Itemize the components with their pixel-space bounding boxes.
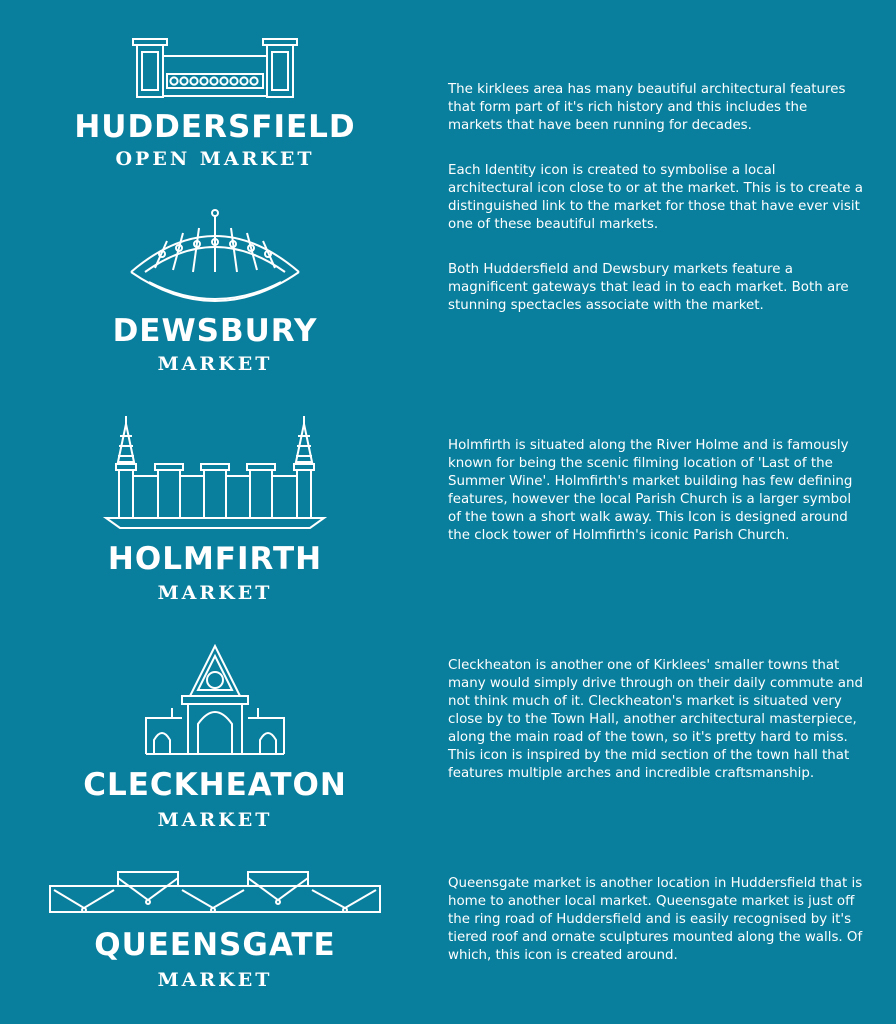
cleckheaton-paragraph: Cleckheaton is another one of Kirklees' smaller towns that many would simply drive through on their daily commute and not think much of it. Cleckheaton's market is situated very close by to the Town Hall, another architectural masterpiece, along the main road of the town, so it's pretty hard to miss. This icon is inspired by the mid section of the town hall that features multiple arches and incredible craftsmanship. [448,658,863,781]
fan-gateway-icon [125,208,305,308]
holmfirth-paragraph: Holmfirth is situated along the River Holme and is famously known for being the scenic filming location of 'Last of the Summer Wine'. Holmfirth's market building has few defining features, however the local Parish Church is a larger symbol of the town a short walk away. This Icon is designed around the clock tower of Holmfirth's iconic Parish Church. [448,438,853,543]
market-subtitle: MARKET [157,969,273,991]
gateway-icon [127,36,303,100]
market-name: QUEENSGATE [94,927,336,963]
dewsbury-logo [0,208,430,374]
gateways-paragraph: Both Huddersfield and Dewsbury markets feature a magnificent gateways that lead in to each market. Both are stunning spectacles associate with the market. [448,262,849,313]
queensgate-logo [0,868,430,990]
huddersfield-logo [0,36,430,169]
queensgate-paragraph: Queensgate market is another location in Huddersfield that is home to another local market. Queensgate market is just off the ring road of Huddersfield and is easily recognised by it's tiered roof and ornate sculptures mounted along the walls. Of which, this icon is created around. [448,876,863,963]
market-name: CLECKHEATON [83,767,347,803]
town-hall-arches-icon [142,644,288,756]
market-subtitle: MARKET [157,809,273,831]
intro-paragraph: The kirklees area has many beautiful architectural features that form part of it's rich history and this includes the markets that have been running for decades. [448,82,846,133]
market-name: DEWSBURY [112,313,318,349]
cleckheaton-logo [0,644,430,830]
market-subtitle: OPEN MARKET [115,148,315,170]
church-tower-icon [102,414,328,530]
holmfirth-logo [0,414,430,603]
identity-paragraph: Each Identity icon is created to symbolise a local architectural icon close to or at the market. This is to create a distinguished link to the market for those that have ever visit one of these beautiful markets. [448,163,863,232]
tiered-roof-icon [48,868,382,916]
market-name: HOLMFIRTH [107,541,323,577]
market-subtitle: MARKET [157,582,273,604]
market-subtitle: MARKET [157,353,273,375]
market-name: HUDDERSFIELD [74,109,356,145]
